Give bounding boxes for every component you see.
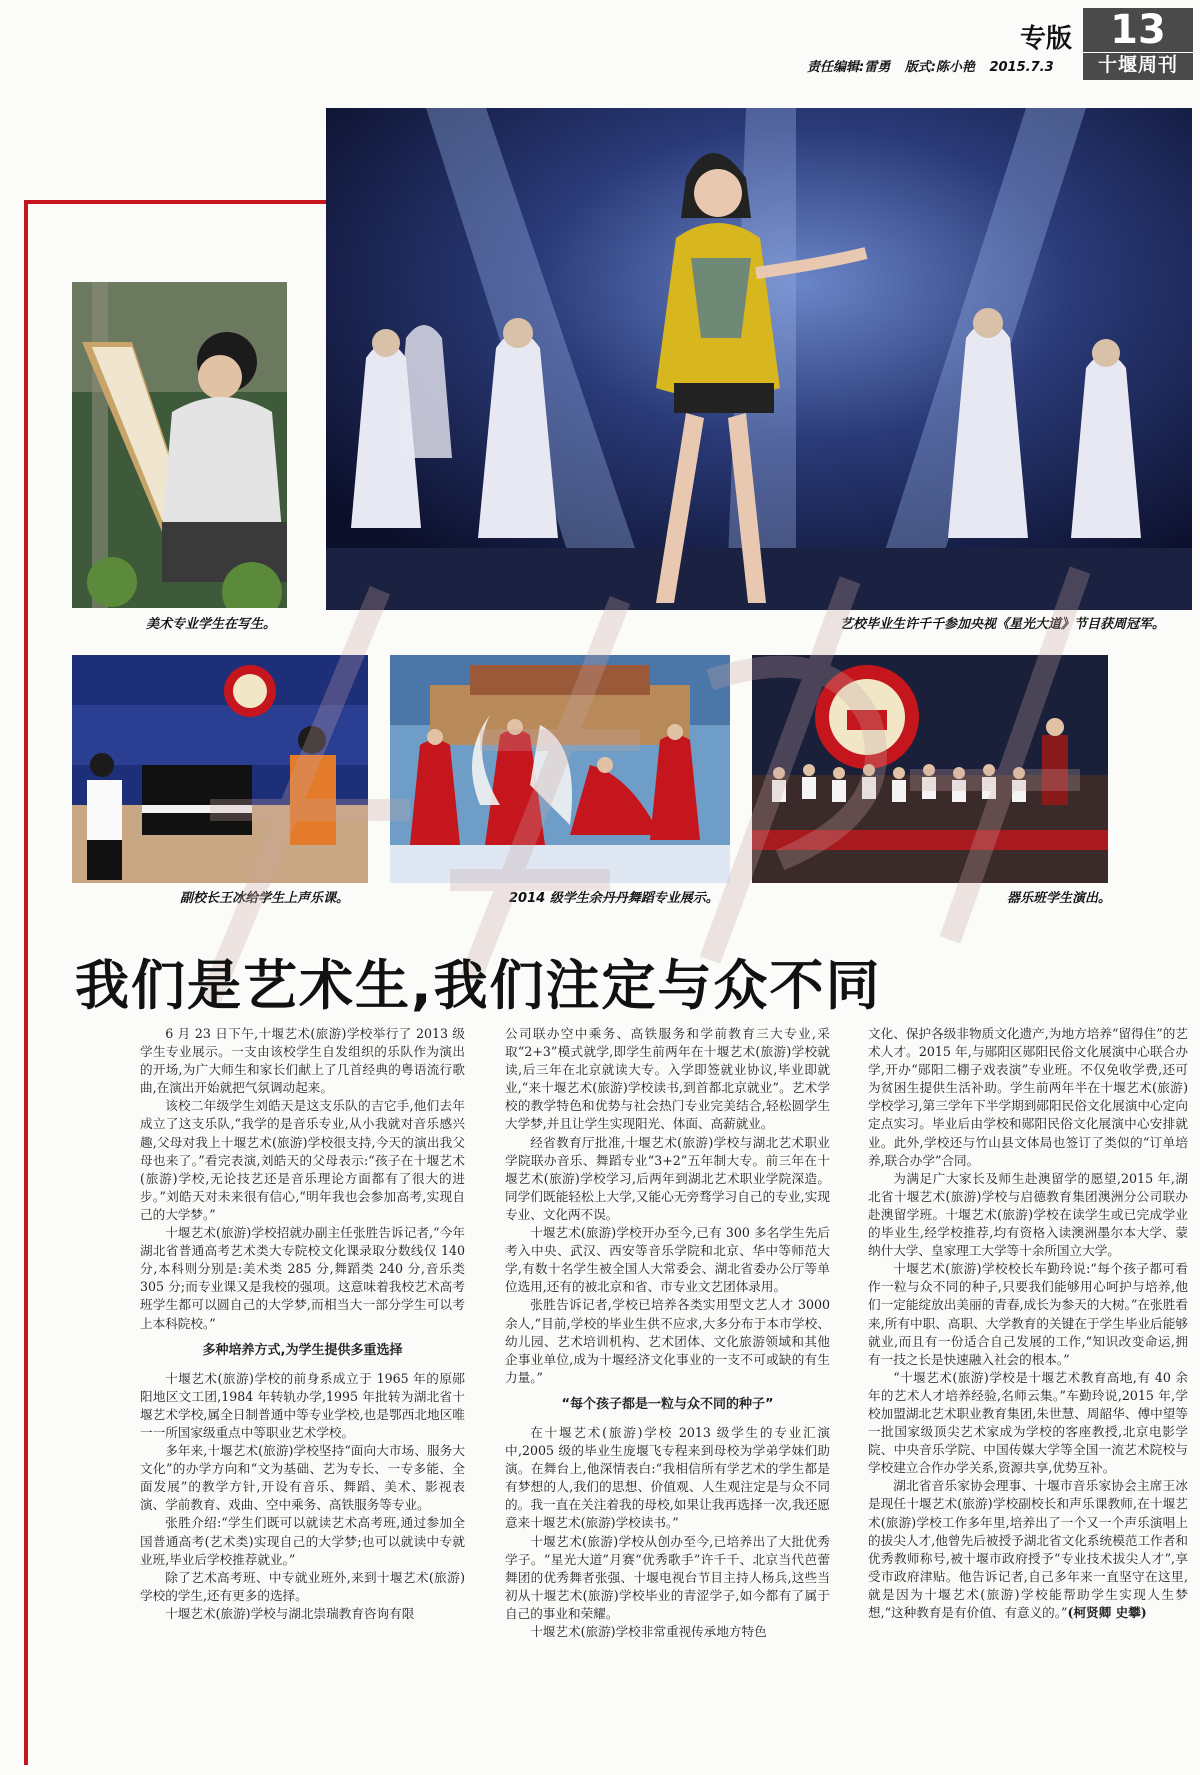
paragraph: 除了艺术高考班、中专就业班外,来到十堰艺术(旅游)学校的学生,还有更多的选择。 [140, 1569, 465, 1603]
paragraph: 张胜告诉记者,学校已培养各类实用型文艺人才 3000 余人,“目前,学校的毕业生供不应求,大多分布于本市学校、幼儿园、艺术培训机构、艺术团体、文化旅游领域和其他企事业单位,成为十堰经济文化事业的一支不可或缺的有生力量。” [505, 1297, 830, 1385]
paragraph: 十堰艺术(旅游)学校的前身系成立于 1965 年的原郧阳地区文工团,1984 年转轨办学,1995 年批转为湖北省十堰艺术学校,属全日制普通中等专业学校,也是鄂西北地区唯一一所国家级重点中等职业艺术学校。 [140, 1370, 465, 1440]
editor-credit: 责任编辑:雷勇 [807, 60, 891, 75]
paragraph: 十堰艺术(旅游)学校开办至今,已有 300 多名学生先后考入中央、武汉、西安等音乐学院和北京、华中等师范大学,有数十名学生被全国人大常委会、湖北省委办公厅等单位选用,还有的被北京和省、市专业文艺团体录用。 [505, 1225, 830, 1295]
paragraph: 为满足广大家长及师生赴澳留学的愿望,2015 年,湖北省十堰艺术(旅游)学校与启德教育集团澳洲分公司联办赴澳留学班。十堰艺术(旅游)学校在读学生或已完成学业的毕业生,经学校推荐,均有资格入读澳洲墨尔本大学、蒙纳什大学、皇家理工大学等十余所国立大学。 [868, 1170, 1188, 1259]
caption-orchestra: 器乐班学生演出。 [1007, 891, 1112, 906]
photo-piano [72, 655, 368, 883]
editor-line [807, 56, 1064, 75]
photo-dance [390, 655, 730, 883]
paragraph-text: 湖北省音乐家协会理事、十堰市音乐家协会主席王冰是现任十堰艺术(旅游)学校副校长和声乐课教师,在十堰艺术(旅游)学校工作多年里,培养出了一个又一个声乐演唱上的拔尖人才,他曾先后被授予湖北省文化系统模范工作者和优秀教师称号,被十堰市政府授予“专业技术拔尖人才”,享受市政府津贴。他告诉记者,自己多年来一直坚守在这里,就是因为十堰艺术(旅游)学校能帮助学生实现人生梦想,“这种教育是有价值、有意义的。” [868, 1478, 1188, 1620]
photo-orchestra [752, 655, 1108, 883]
paragraph: 在十堰艺术(旅游)学校 2013 级学生的专业汇演中,2005 级的毕业生庞堰飞专程来到母校为学弟学妹们助演。在舞台上,他深情表白:“我相信所有学艺术的学生都是有梦想的人,我们的思想、价值观、人生观注定是与众不同的。我一直在关注着我的母校,如果让我再选择一次,我还愿意来十堰艺术(旅游)学校读书。” [505, 1424, 830, 1531]
paragraph: 6 月 23 日下午,十堰艺术(旅游)学校举行了 2013 级学生专业展示。一支由该校学生自发组织的乐队作为演出的开场,为广大师生和家长们献上了几首经典的粤语流行歌曲,在演出开始就把气氛调动起来。 [140, 1026, 465, 1096]
photo-art-student [72, 282, 287, 608]
subheading: “每个孩子都是一粒与众不同的种子” [561, 1396, 774, 1412]
paragraph [868, 1477, 1188, 1622]
subheading: 多种培养方式,为学生提供多重选择 [202, 1342, 403, 1358]
paper-name: 十堰周刊 [1083, 52, 1193, 77]
caption-piano: 副校长王冰给学生上声乐课。 [180, 891, 350, 906]
page-number-box [1083, 8, 1193, 80]
caption-dance: 2014 级学生余丹丹舞蹈专业展示。 [509, 891, 719, 906]
designer-credit: 版式:陈小艳 [904, 60, 975, 75]
caption-art-student: 美术专业学生在写生。 [146, 617, 277, 632]
photo-singer [326, 108, 1192, 610]
paragraph: 多年来,十堰艺术(旅游)学校坚持“面向大市场、服务大文化”的办学方向和“文为基础、艺为专长、一专多能、全面发展”的教学方针,开设有音乐、舞蹈、美术、影视表演、学前教育、戏曲、空中乘务、高铁服务等专业。 [140, 1443, 465, 1513]
paragraph: 文化、保护各级非物质文化遗产,为地方培养“留得住”的艺术人才。2015 年,与郧阳区郧阳民俗文化展演中心联合办学,开办“郧阳二棚子戏表演”专业班。不仅免收学费,还可为贫困生提供生活补助。学生前两年半在十堰艺术(旅游)学校学习,第三学年下半学期到郧阳民俗文化展演中心定向定点实习。毕业后由学校和郧阳民俗文化展演中心安排就业。此外,学校还与竹山县文体局也签订了类似的“订单培养,联合办学”合同。 [868, 1026, 1188, 1168]
red-frame-horizontal [24, 200, 329, 204]
caption-singer: 艺校毕业生许千千参加央视《星光大道》节目获周冠军。 [840, 617, 1166, 632]
paragraph: 经省教育厅批准,十堰艺术(旅游)学校与湖北艺术职业学院联办音乐、舞蹈专业“3+2”五年制大专。前三年在十堰艺术(旅游)学校学习,后两年到湖北艺术职业学院深造。同学们既能轻松上大学,又能心无旁骛学习自己的专业,实现专业、文化两不误。 [505, 1134, 830, 1222]
article-column-2 [505, 1025, 830, 1765]
paragraph: 十堰艺术(旅游)学校非常重视传承地方特色 [530, 1624, 767, 1639]
section-title: 专版 [1020, 24, 1073, 54]
paragraph: 十堰艺术(旅游)学校校长车勤玲说:“每个孩子都可看作一粒与众不同的种子,只要我们能够用心呵护与培养,他们一定能绽放出美丽的青春,成长为参天的大树。”在张胜看来,所有中职、高职、大学教育的关键在于学生毕业后能够就业,而且有一份适合自己发展的工作,“知识改变命运,拥有一技之长是快速融入社会的根本。” [868, 1261, 1188, 1367]
article-headline: 我们是艺术生,我们注定与众不同 [75, 954, 882, 1017]
byline: (柯贤卿 史攀) [1067, 1605, 1147, 1620]
article-column-1 [140, 1025, 465, 1765]
red-frame-vertical [24, 200, 28, 1765]
paragraph: 十堰艺术(旅游)学校与湖北崇瑞教育咨询有限 [165, 1605, 415, 1621]
issue-date: 2015.7.3 [989, 60, 1054, 75]
paragraph: “十堰艺术(旅游)学校是十堰艺术教育高地,有 40 余年的艺术人才培养经验,名师云集。”车勤玲说,2015 年,学校加盟湖北艺术职业教育集团,朱世慧、周韶华、傅中望等一批国家级顶尖艺术家成为学校的客座教授,北京电影学院、中央音乐学院、中国传媒大学等全国一流艺术院校与学校建立合作办学关系,资源共享,优势互补。 [868, 1369, 1188, 1476]
paragraph: 十堰艺术(旅游)学校招就办副主任张胜告诉记者,“今年湖北省普通高考艺术类大专院校文化课录取分数线仅 140 分,本科则分别是:美术类 285 分,舞蹈类 240 分,音乐类 305 分;而专业课又是我校的强项。这意味着我校艺术高考班学生都可以圆自己的大学梦,而相当大一部分学生可以考上本科院校。” [140, 1225, 465, 1331]
paragraph: 张胜介绍:“学生们既可以就读艺术高考班,通过参加全国普通高考(艺术类)实现自己的大学梦;也可以就读中专就业班,毕业后学校推荐就业。” [140, 1515, 465, 1567]
page-number: 13 [1110, 7, 1166, 53]
paragraph: 该校二年级学生刘皓天是这支乐队的吉它手,他们去年成立了这支乐队,“我学的是音乐专业,从小我就对音乐感兴趣,父母对我上十堰艺术(旅游)学校很支持,今天的演出我父母也来了。”看完表演,刘皓天的父母表示:“孩子在十堰艺术(旅游)学校,无论技艺还是音乐理论方面都有了很大的进步。”刘皓天对未来很有信心,“明年我也会参加高考,实现自己的大学梦。” [140, 1098, 465, 1222]
article-column-3 [868, 1025, 1188, 1765]
paragraph: 十堰艺术(旅游)学校从创办至今,已培养出了大批优秀学子。“星光大道”月赛“优秀歌手”许千千、北京当代芭蕾舞团的优秀舞者张强、十堰电视台节目主持人杨兵,这些当初从十堰艺术(旅游)学校毕业的青涩学子,如今都有了属于自己的事业和荣耀。 [505, 1533, 830, 1621]
paragraph: 公司联办空中乘务、高铁服务和学前教育三大专业,采取“2+3”模式就学,即学生前两年在十堰艺术(旅游)学校就读,后三年在北京就读大专。入学即签就业协议,毕业即就业,“来十堰艺术(旅游)学校读书,到首都北京就业”。艺术学校的教学特色和优势与社会热门专业完美结合,轻松圆学生大学梦,并且让学生实现阳光、体面、高薪就业。 [505, 1026, 830, 1132]
